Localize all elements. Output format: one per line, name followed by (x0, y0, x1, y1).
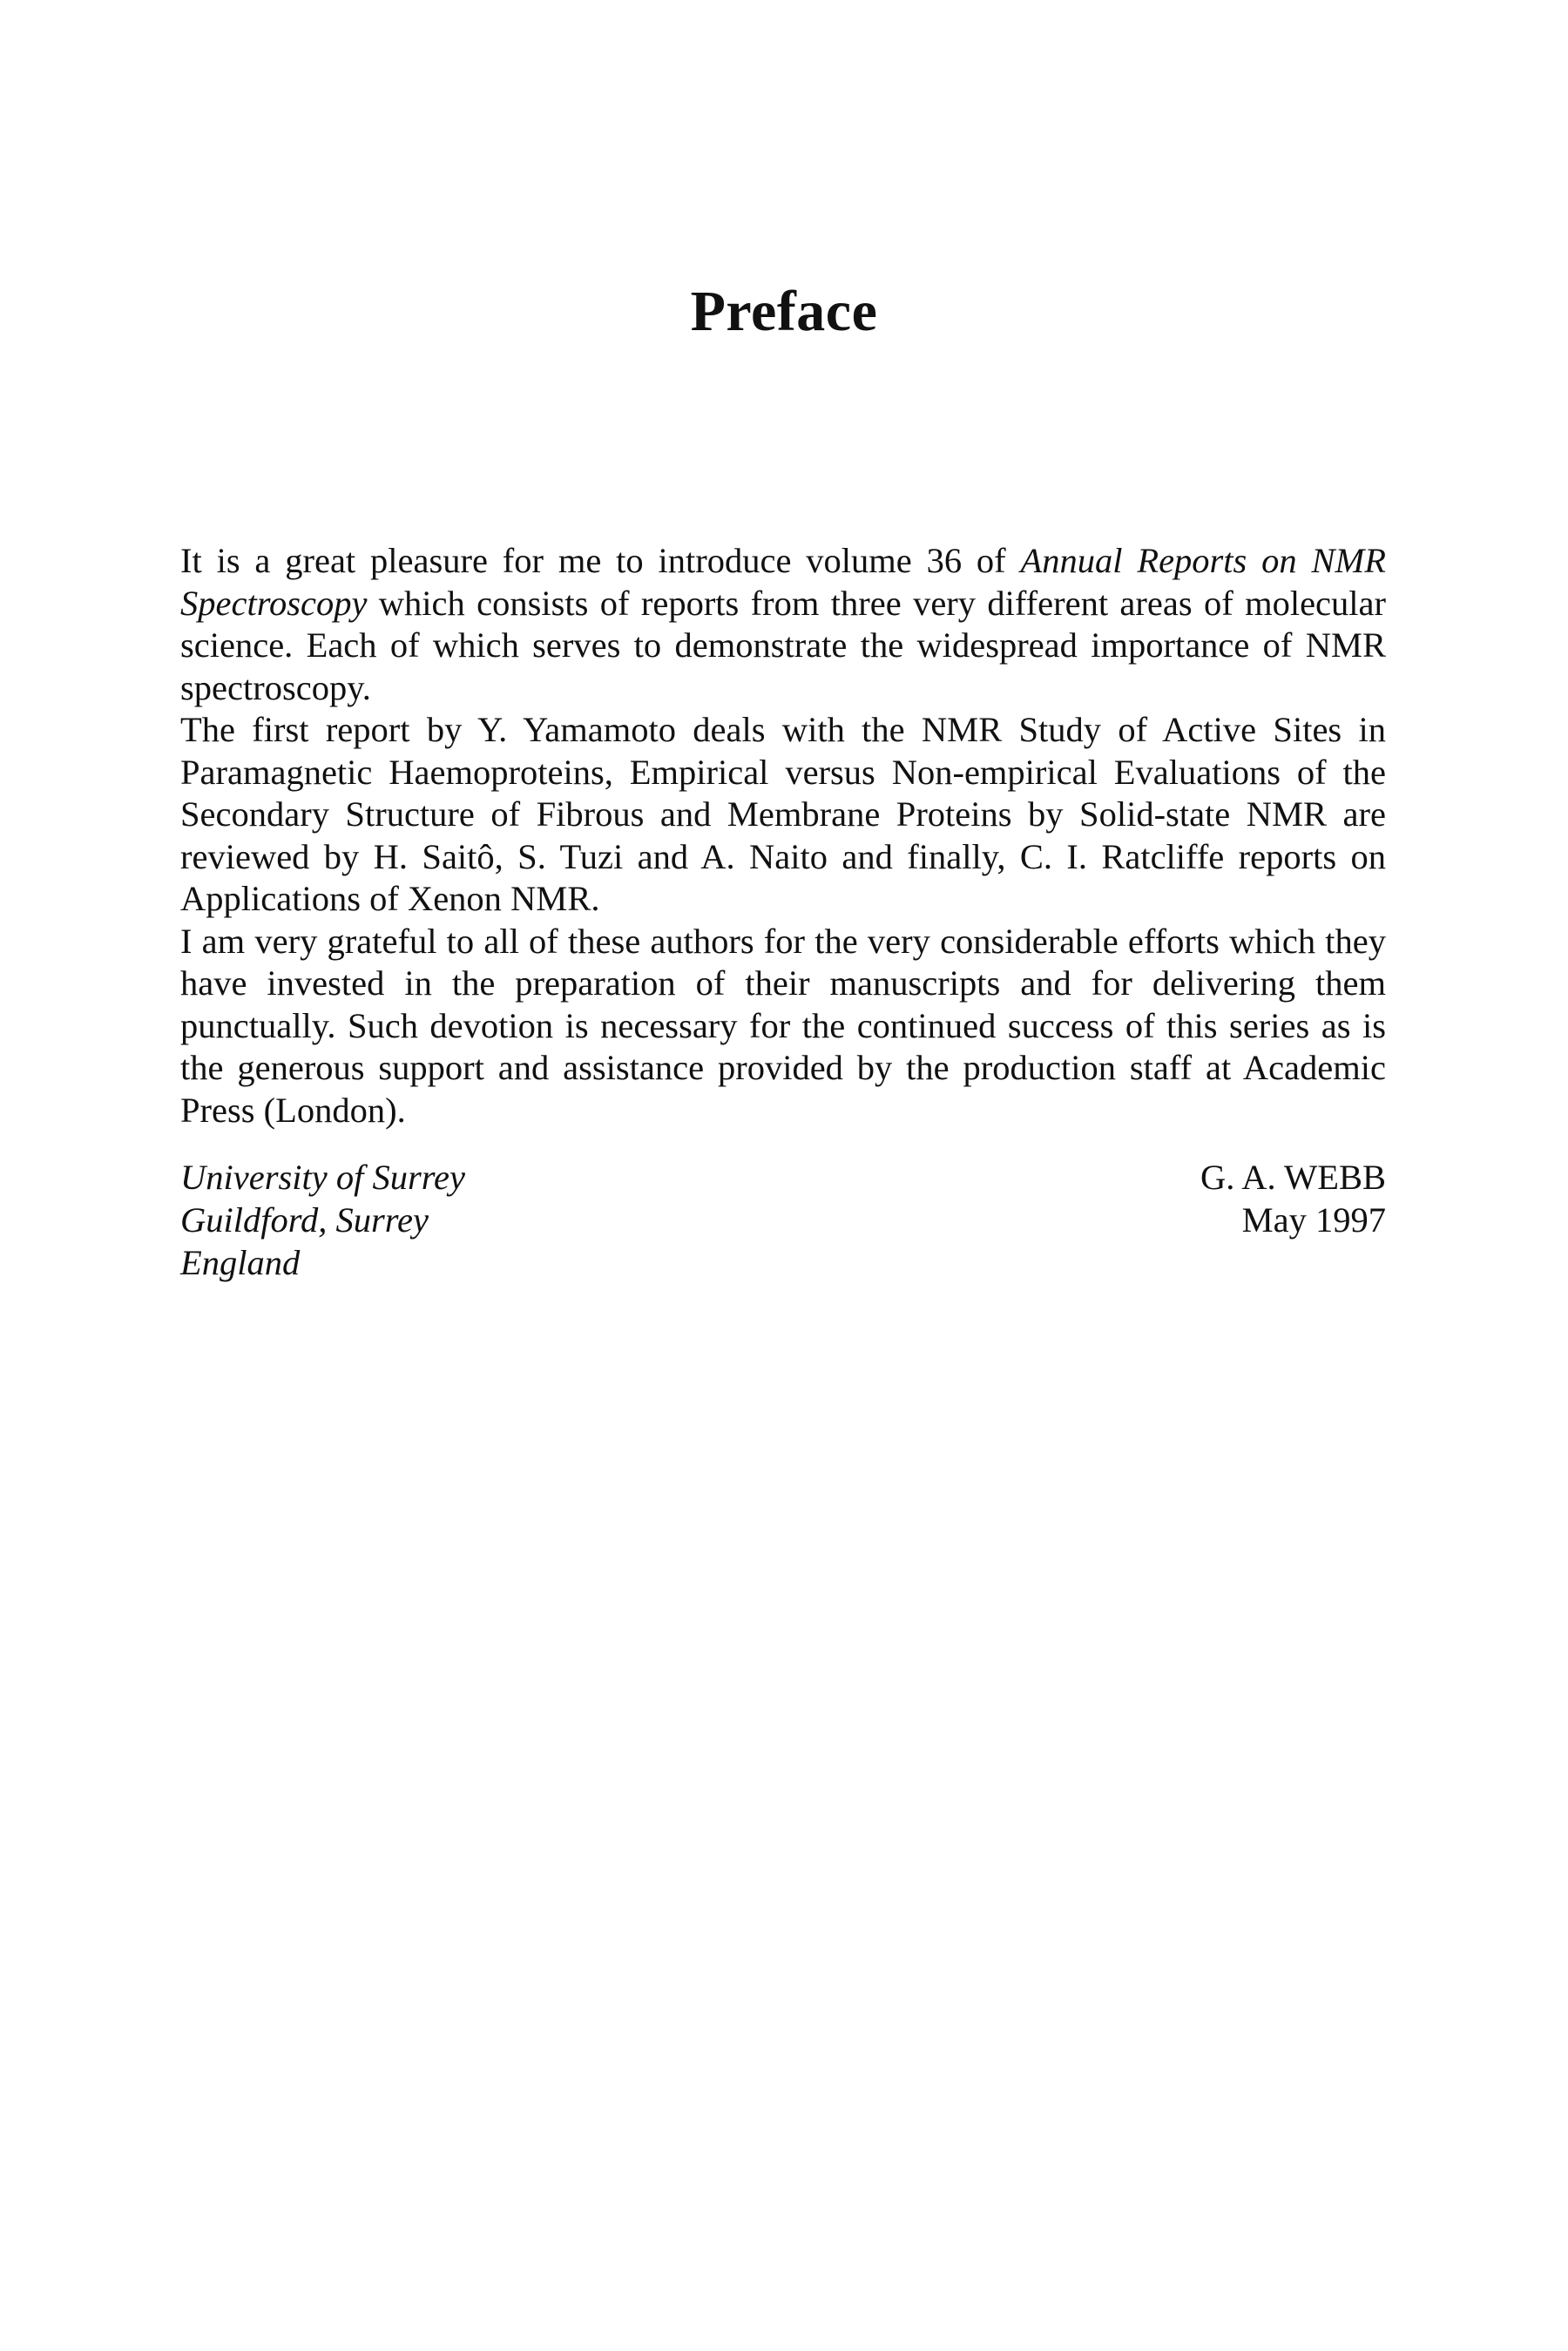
series-title: Annual Reports on NMR Spectroscopy (180, 541, 1386, 623)
author-signature (1200, 1156, 1386, 1241)
paragraph-2: The first report by Y. Yamamoto deals with the NMR Study of Active Sites in Paramagnetic Haemoproteins, Empirical versus Non-empirical Evaluations of the Secondary Structure of Fibrous and Membrane Proteins by Solid-state NMR are reviewed by H. Saitô, S. Tuzi and A. Naito and finally, C. I. Ratcliffe reports on Applications of Xenon NMR. (180, 710, 1386, 918)
address-line-country: England (180, 1243, 301, 1282)
affiliation-address (180, 1156, 465, 1284)
page-title: Preface (690, 280, 878, 343)
paragraph-1-rest: which consists of reports from three very different areas of molecular science. Each of which serves to demonstrate the widespread importance of NMR spectroscopy. (180, 583, 1386, 707)
signature-date: May 1997 (1241, 1200, 1386, 1240)
paragraph-3: I am very grateful to all of these authors for the very considerable efforts which they have invested in the preparation of their manuscripts and for delivering them punctually. Such devotion is necessary for the continued success of this series as is the generous support and assistance provided by the production staff at Academic Press (London). (180, 921, 1386, 1130)
author-name: G. A. WEBB (1200, 1158, 1386, 1197)
paragraph-1-intro: It is a great pleasure for me to introduce volume 36 of (180, 541, 1021, 580)
preface-body (180, 540, 1386, 1132)
address-line-university: University of Surrey (180, 1158, 465, 1197)
paragraph-1 (180, 540, 1386, 709)
address-line-town: Guildford, Surrey (180, 1200, 429, 1240)
